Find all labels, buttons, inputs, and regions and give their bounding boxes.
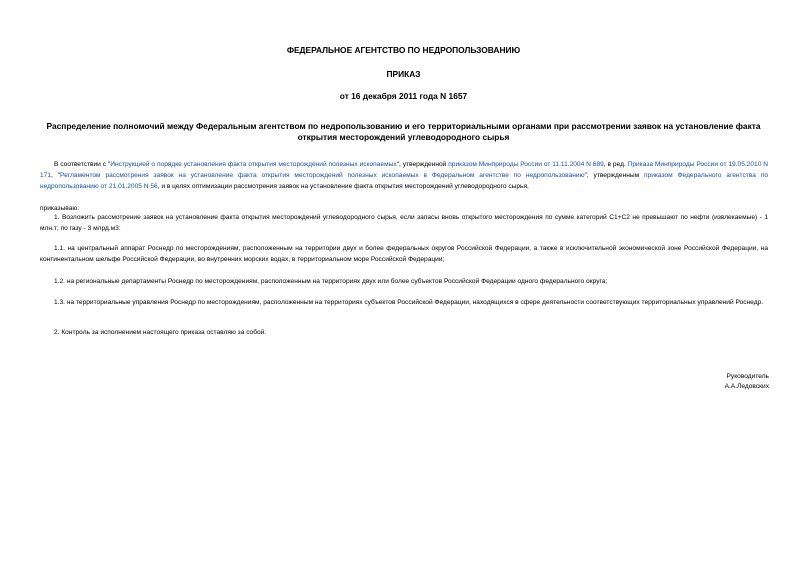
regulation-link[interactable]: Регламентом рассмотрения заявок на установление факта открытия месторождений полезных ископаемых в Федеральном агентстве по недропользованию xyxy=(60,171,585,179)
signature-name: А.А.Ледовских xyxy=(724,383,769,390)
instruction-link[interactable]: Инструкцией о порядке установления факта открытия месторождений полезных ископаемых xyxy=(110,161,397,168)
preamble-text-4: , " xyxy=(51,171,61,179)
preamble-text-6: , и в целях оптимизации рассмотрения заявок на установление факта открытия месторождений углеводородного сырья, xyxy=(157,182,529,190)
item-1-2: 1.2. на региональные департаменты Роснедр по месторождениям, расположенным на территориях двух или более субъектов Российской Федерации одного федерального округа; xyxy=(54,278,608,285)
preamble-text-1: В соответствии с " xyxy=(54,161,111,168)
preamble-text-2: ", утвержденной xyxy=(396,161,449,168)
order-171-link[interactable]: Приказа Минприроды России от 19.05.2010 N 171 xyxy=(40,161,768,179)
order-56-link[interactable]: приказом Федерального агентства по недропользованию от 21.01.2005 N 56 xyxy=(40,171,768,190)
preamble-text-3: , в ред. xyxy=(603,161,628,168)
document-title: Распределение полномочий между Федеральным агентством по недропользованию и его территориальными органами при рассмотрении заявок на установление факта открытия месторождений углеводородного сырья xyxy=(46,121,761,142)
preamble-paragraph xyxy=(40,160,768,192)
preamble-text-5: ", утвержденным xyxy=(584,171,644,179)
document-date: от 16 декабря 2011 года N 1657 xyxy=(339,91,468,101)
order-689-link[interactable]: приказом Минприроды России от 11.11.2004 N 689 xyxy=(448,161,604,168)
item-2: 2. Контроль за исполнением настоящего приказа оставляю за собой. xyxy=(54,329,267,336)
item-1: 1. Возложить рассмотрение заявок на установление факта открытия месторождений углеводородного сырья, если запасы вновь открытого месторождения по сумме категорий С1+С2 не превышают по нефти (извлекаемые) - 1 млн.т; по газу - 3 млрд.м3: xyxy=(40,214,768,232)
document-type: ПРИКАЗ xyxy=(386,69,421,79)
order-word: приказываю: xyxy=(40,205,80,212)
signature-position: Руководитель xyxy=(726,373,769,380)
item-1-1: 1.1. на центральный аппарат Роснедр по месторождениям, расположенным на территории двух и более федеральных округов Российской Федерации, а также в исключительной экономической зоне Российской Федерации, на континентальном шельфе Российской Федерации, во внутренних морских водах, в территориальном море Российской Федерации; xyxy=(40,245,768,263)
agency-name: ФЕДЕРАЛЬНОЕ АГЕНТСТВО ПО НЕДРОПОЛЬЗОВАНИЮ xyxy=(286,45,521,55)
item-1-3: 1.3. на территориальные управления Роснедр по месторождениям, расположенным на территориях субъектов Российской Федерации, находящихся в сфере деятельности соответствующих территориальных управлений Роснедр. xyxy=(54,299,764,306)
